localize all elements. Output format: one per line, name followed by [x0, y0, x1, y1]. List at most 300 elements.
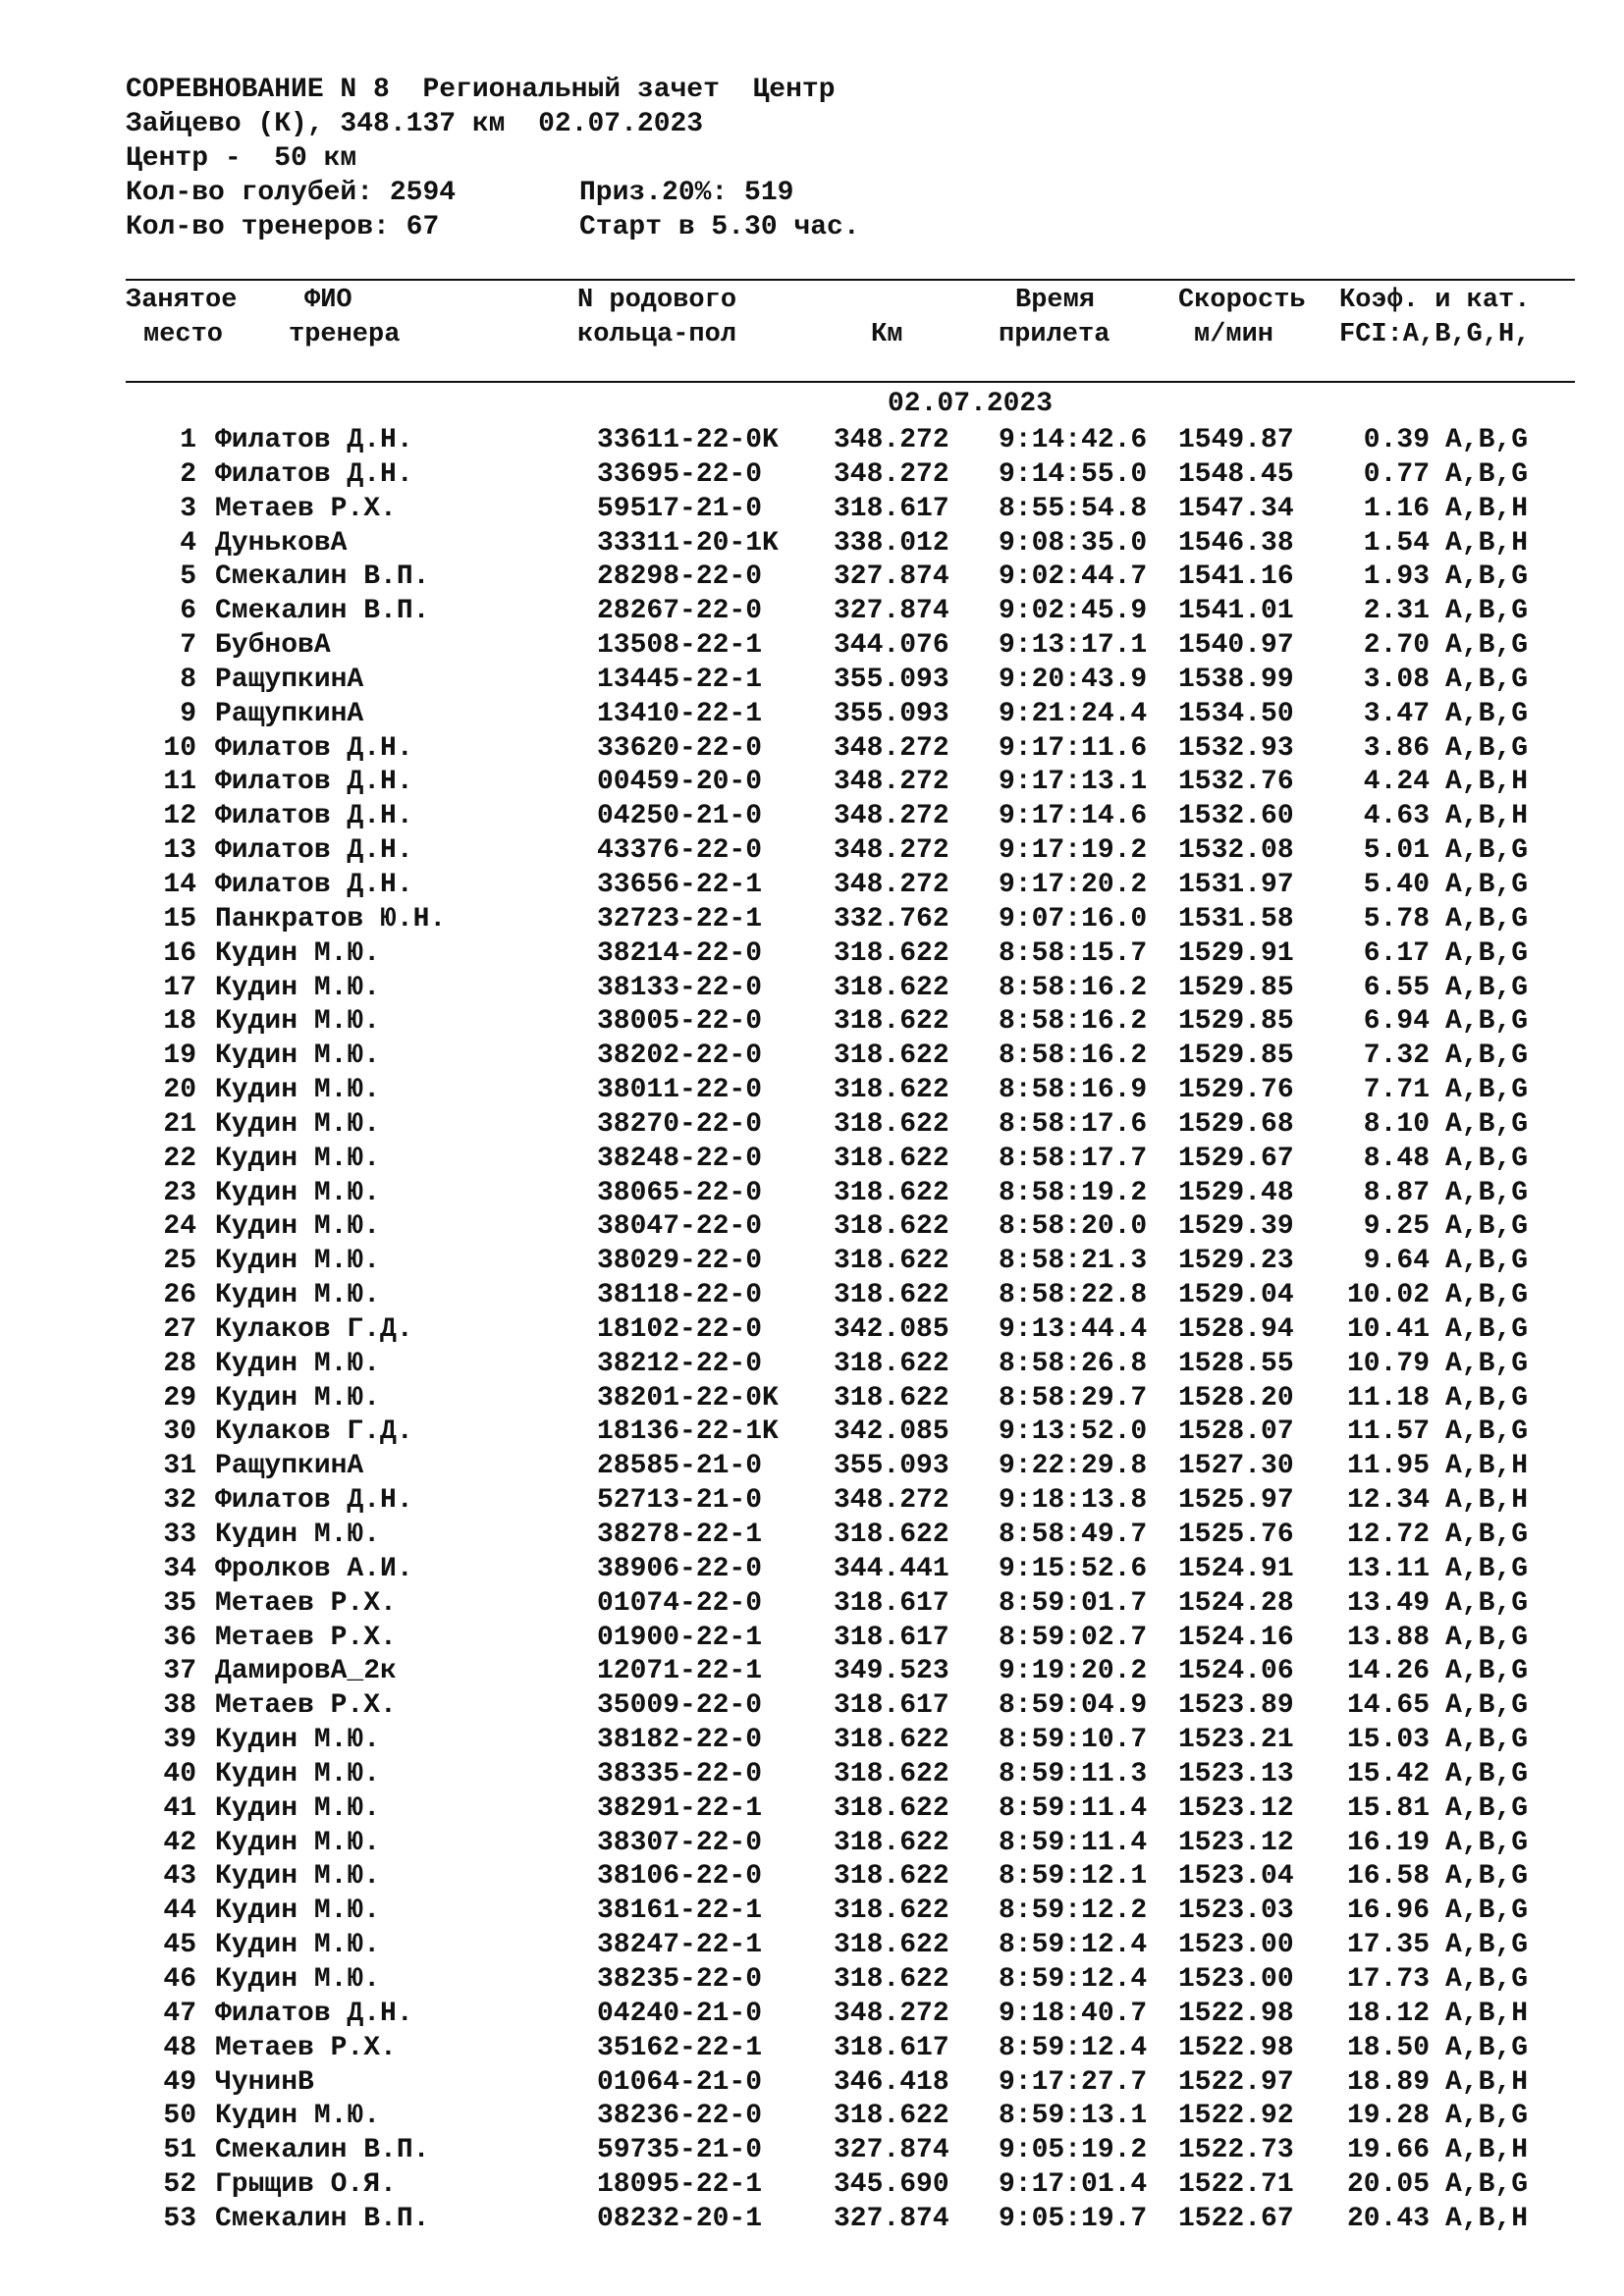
place-cell: 50	[163, 2101, 196, 2132]
speed-cell: 1523.89	[1178, 1690, 1294, 1722]
coefficient-cell: 14.26	[1346, 1656, 1430, 1687]
trainer-name-cell: Филатов Д.Н.	[215, 801, 413, 832]
trainer-name-cell: Кудин М.Ю.	[215, 1006, 381, 1038]
ring-number-cell: 33695-22-0	[597, 458, 763, 490]
category-cell: A,B,G	[1445, 1622, 1529, 1653]
speed-cell: 1538.99	[1178, 664, 1294, 695]
place-cell: 24	[163, 1211, 196, 1243]
distance-cell: 348.272	[834, 835, 949, 867]
results-sheet	[126, 73, 1579, 2234]
place-cell: 26	[163, 1280, 196, 1311]
coefficient-cell: 8.10	[1363, 1108, 1430, 1140]
arrival-time-cell: 9:02:45.9	[999, 596, 1148, 627]
col-time-header: Время	[1015, 286, 1096, 315]
coefficient-cell: 15.03	[1346, 1725, 1430, 1756]
speed-cell: 1525.97	[1178, 1485, 1294, 1517]
arrival-time-cell: 8:55:54.8	[999, 493, 1148, 524]
trainer-name-cell: Кудин М.Ю.	[215, 1792, 381, 1824]
distance-cell: 318.617	[834, 1587, 949, 1619]
table-row	[126, 1860, 1579, 1895]
speed-cell: 1532.08	[1178, 835, 1294, 867]
place-cell: 14	[163, 869, 196, 900]
category-cell: A,B,G	[1445, 630, 1529, 662]
trainer-name-cell: Кудин М.Ю.	[215, 2101, 381, 2132]
category-cell: A,B,H	[1445, 493, 1529, 524]
col-place-header: Занятое	[126, 286, 238, 315]
trainer-name-cell: Филатов Д.Н.	[215, 869, 413, 900]
distance-cell: 327.874	[834, 596, 949, 627]
table-row	[126, 1450, 1579, 1484]
distance-cell: 318.622	[834, 1382, 949, 1414]
category-cell: A,B,G	[1445, 2032, 1529, 2063]
arrival-time-cell: 9:17:14.6	[999, 801, 1148, 832]
coefficient-cell: 13.11	[1346, 1553, 1430, 1584]
table-row	[126, 937, 1579, 972]
distance-cell: 355.093	[834, 1451, 949, 1482]
speed-cell: 1529.85	[1178, 972, 1294, 1003]
ring-number-cell: 52713-21-0	[597, 1485, 763, 1517]
category-cell: A,B,G	[1445, 835, 1529, 867]
arrival-time-cell: 8:59:11.4	[999, 1792, 1148, 1824]
arrival-time-cell: 9:19:20.2	[999, 1656, 1148, 1687]
coefficient-cell: 20.43	[1346, 2203, 1430, 2234]
table-row	[126, 766, 1579, 800]
table-row	[126, 1998, 1579, 2032]
table-row	[126, 424, 1579, 458]
category-cell: A,B,G	[1445, 1758, 1529, 1789]
trainer-name-cell: Кудин М.Ю.	[215, 1041, 381, 1072]
coefficient-cell: 19.28	[1346, 2101, 1430, 2132]
distance-cell: 318.622	[834, 1827, 949, 1858]
table-row	[126, 1210, 1579, 1245]
ring-number-cell: 43376-22-0	[597, 835, 763, 867]
trainer-name-cell: Кудин М.Ю.	[215, 1143, 381, 1174]
arrival-time-cell: 9:17:27.7	[999, 2066, 1148, 2098]
category-cell: A,B,H	[1445, 1485, 1529, 1517]
distance-cell: 355.093	[834, 698, 949, 729]
trainer-name-cell: Кудин М.Ю.	[215, 1177, 381, 1208]
distance-cell: 344.441	[834, 1553, 949, 1584]
speed-cell: 1529.23	[1178, 1246, 1294, 1277]
category-cell: A,B,G	[1445, 596, 1529, 627]
table-row	[126, 1689, 1579, 1724]
ring-number-cell: 38047-22-0	[597, 1211, 763, 1243]
category-cell: A,B,G	[1445, 1963, 1529, 1995]
trainer-name-cell: Смекалин В.П.	[215, 2203, 430, 2234]
speed-cell: 1525.76	[1178, 1520, 1294, 1550]
place-cell: 22	[163, 1143, 196, 1174]
category-cell: A,B,G	[1445, 1041, 1529, 1072]
place-cell: 52	[163, 2169, 196, 2201]
speed-cell: 1524.91	[1178, 1553, 1294, 1584]
place-cell: 29	[163, 1382, 196, 1414]
place-cell: 51	[163, 2135, 196, 2166]
arrival-time-cell: 9:21:24.4	[999, 698, 1148, 729]
table-row	[126, 1519, 1579, 1553]
speed-cell: 1529.85	[1178, 1006, 1294, 1038]
place-cell: 49	[163, 2066, 196, 2098]
col-name-header: ФИО	[304, 286, 352, 315]
speed-cell: 1523.00	[1178, 1963, 1294, 1995]
place-cell: 3	[180, 493, 196, 524]
arrival-time-cell: 8:58:17.7	[999, 1143, 1148, 1174]
distance-cell: 318.622	[834, 937, 949, 969]
arrival-time-cell: 9:17:19.2	[999, 835, 1148, 867]
place-cell: 33	[163, 1520, 196, 1550]
trainer-name-cell: Метаев Р.Х.	[215, 1690, 397, 1722]
trainer-name-cell: ЧунинВ	[215, 2066, 314, 2098]
category-cell: A,B,G	[1445, 1827, 1529, 1858]
coefficient-cell: 5.01	[1363, 835, 1430, 867]
arrival-time-cell: 8:58:19.2	[999, 1177, 1148, 1208]
table-row	[126, 1382, 1579, 1416]
competition-title: СОРЕВНОВАНИЕ N 8 Региональный зачет Центр	[126, 75, 836, 105]
category-cell: A,B,G	[1445, 1725, 1529, 1756]
place-cell: 46	[163, 1963, 196, 1995]
arrival-time-cell: 8:58:22.8	[999, 1280, 1148, 1311]
category-cell: A,B,G	[1445, 1177, 1529, 1208]
speed-cell: 1529.48	[1178, 1177, 1294, 1208]
trainer-name-cell: Кудин М.Ю.	[215, 1108, 381, 1140]
category-cell: A,B,G	[1445, 1382, 1529, 1414]
speed-cell: 1524.28	[1178, 1587, 1294, 1619]
ring-number-cell: 35009-22-0	[597, 1690, 763, 1722]
category-cell: A,B,H	[1445, 527, 1529, 559]
table-row	[126, 2168, 1579, 2203]
distance-cell: 348.272	[834, 458, 949, 490]
trainer-name-cell: Кулаков Г.Д.	[215, 1313, 413, 1345]
distance-cell: 348.272	[834, 801, 949, 832]
trainers-count: Кол-во тренеров: 67	[126, 212, 440, 242]
arrival-time-cell: 8:58:29.7	[999, 1382, 1148, 1414]
coefficient-cell: 7.71	[1363, 1075, 1430, 1106]
trainer-name-cell: Смекалин В.П.	[215, 2135, 430, 2166]
coefficient-cell: 6.94	[1363, 1006, 1430, 1038]
place-cell: 38	[163, 1690, 196, 1722]
distance-cell: 327.874	[834, 2203, 949, 2234]
coefficient-cell: 2.31	[1363, 596, 1430, 627]
category-cell: A,B,G	[1445, 732, 1529, 764]
distance-cell: 318.622	[834, 1041, 949, 1072]
distance-cell: 318.617	[834, 1622, 949, 1653]
arrival-time-cell: 9:08:35.0	[999, 527, 1148, 559]
coefficient-cell: 18.50	[1346, 2032, 1430, 2063]
speed-cell: 1524.06	[1178, 1656, 1294, 1687]
ring-number-cell: 35162-22-1	[597, 2032, 763, 2063]
speed-cell: 1548.45	[1178, 458, 1294, 490]
category-cell: A,B,H	[1445, 1451, 1529, 1482]
coefficient-cell: 16.19	[1346, 1827, 1430, 1858]
place-cell: 37	[163, 1656, 196, 1687]
coefficient-cell: 15.81	[1346, 1792, 1430, 1824]
arrival-time-cell: 8:58:26.8	[999, 1348, 1148, 1379]
speed-cell: 1541.16	[1178, 561, 1294, 593]
distance-cell: 348.272	[834, 1998, 949, 2029]
place-cell: 4	[180, 527, 196, 559]
speed-cell: 1529.67	[1178, 1143, 1294, 1174]
trainer-name-cell: Кудин М.Ю.	[215, 1861, 381, 1893]
coefficient-cell: 17.35	[1346, 1930, 1430, 1961]
table-row	[126, 561, 1579, 595]
speed-cell: 1532.93	[1178, 732, 1294, 764]
ring-number-cell: 18136-22-1K	[597, 1416, 779, 1448]
coefficient-cell: 18.89	[1346, 2066, 1430, 2098]
col-coef-header: Коэф. и кат.	[1339, 286, 1531, 315]
ring-number-cell: 28298-22-0	[597, 561, 763, 593]
ring-number-cell: 38118-22-0	[597, 1280, 763, 1311]
table-row	[126, 1177, 1579, 1211]
distance-cell: 318.622	[834, 972, 949, 1003]
coefficient-cell: 3.47	[1363, 698, 1430, 729]
distance-cell: 348.272	[834, 425, 949, 455]
coefficient-cell: 13.49	[1346, 1587, 1430, 1619]
trainer-name-cell: РащупкинА	[215, 698, 364, 729]
coefficient-cell: 6.55	[1363, 972, 1430, 1003]
distance-cell: 345.690	[834, 2169, 949, 2201]
category-cell: A,B,G	[1445, 937, 1529, 969]
speed-cell: 1523.13	[1178, 1758, 1294, 1789]
ring-number-cell: 33656-22-1	[597, 869, 763, 900]
ring-number-cell: 38236-22-0	[597, 2101, 763, 2132]
place-cell: 41	[163, 1792, 196, 1824]
coefficient-cell: 11.57	[1346, 1416, 1430, 1448]
arrival-time-cell: 8:58:21.3	[999, 1246, 1148, 1277]
table-row	[126, 1553, 1579, 1587]
distance-cell: 344.076	[834, 630, 949, 662]
coefficient-cell: 8.48	[1363, 1143, 1430, 1174]
category-cell: A,B,H	[1445, 767, 1529, 798]
distance-cell: 318.622	[834, 1520, 949, 1550]
table-row	[126, 1415, 1579, 1450]
ring-number-cell: 59735-21-0	[597, 2135, 763, 2166]
trainer-name-cell: БубновА	[215, 630, 331, 662]
trainer-name-cell: Филатов Д.Н.	[215, 425, 413, 455]
distance-cell: 318.622	[834, 1861, 949, 1893]
category-cell: A,B,H	[1445, 801, 1529, 832]
arrival-time-cell: 9:13:44.4	[999, 1313, 1148, 1345]
category-cell: A,B,G	[1445, 1280, 1529, 1311]
coefficient-cell: 12.34	[1346, 1485, 1430, 1517]
ring-number-cell: 38906-22-0	[597, 1553, 763, 1584]
col-time-header-2: прилета	[999, 320, 1110, 349]
trainer-name-cell: Филатов Д.Н.	[215, 458, 413, 490]
table-row	[126, 800, 1579, 834]
speed-cell: 1529.39	[1178, 1211, 1294, 1243]
category-cell: A,B,G	[1445, 425, 1529, 455]
ring-number-cell: 12071-22-1	[597, 1656, 763, 1687]
distance-cell: 318.622	[834, 1143, 949, 1174]
speed-cell: 1523.21	[1178, 1725, 1294, 1756]
place-cell: 12	[163, 801, 196, 832]
speed-cell: 1522.98	[1178, 2032, 1294, 2063]
coefficient-cell: 6.17	[1363, 937, 1430, 969]
distance-cell: 342.085	[834, 1313, 949, 1345]
ring-number-cell: 38005-22-0	[597, 1006, 763, 1038]
table-row	[126, 972, 1579, 1006]
coefficient-cell: 1.16	[1363, 493, 1430, 524]
distance-cell: 349.523	[834, 1656, 949, 1687]
category-cell: A,B,G	[1445, 869, 1529, 900]
distance-cell: 318.617	[834, 1690, 949, 1722]
trainer-name-cell: Кудин М.Ю.	[215, 1382, 381, 1414]
table-row	[126, 1313, 1579, 1348]
distance-cell: 318.622	[834, 1963, 949, 1995]
place-cell: 19	[163, 1041, 196, 1072]
distance-cell: 318.622	[834, 1280, 949, 1311]
table-row	[126, 1622, 1579, 1656]
place-cell: 7	[180, 630, 196, 662]
arrival-time-cell: 8:59:13.1	[999, 2101, 1148, 2132]
coefficient-cell: 11.95	[1346, 1451, 1430, 1482]
speed-cell: 1522.67	[1178, 2203, 1294, 2234]
ring-number-cell: 38335-22-0	[597, 1758, 763, 1789]
arrival-time-cell: 8:59:11.3	[999, 1758, 1148, 1789]
speed-cell: 1529.85	[1178, 1041, 1294, 1072]
place-cell: 16	[163, 937, 196, 969]
trainer-name-cell: Кудин М.Ю.	[215, 1758, 381, 1789]
trainer-name-cell: Филатов Д.Н.	[215, 1998, 413, 2029]
table-row	[126, 2203, 1579, 2237]
place-cell: 20	[163, 1075, 196, 1106]
arrival-time-cell: 9:13:17.1	[999, 630, 1148, 662]
distance-cell: 355.093	[834, 664, 949, 695]
trainer-name-cell: Кудин М.Ю.	[215, 937, 381, 969]
col-ring-header: N родового	[577, 286, 737, 315]
trainer-name-cell: Фролков А.И.	[215, 1553, 413, 1584]
place-cell: 47	[163, 1998, 196, 2029]
coefficient-cell: 4.24	[1363, 767, 1430, 798]
place-cell: 6	[180, 596, 196, 627]
speed-cell: 1522.71	[1178, 2169, 1294, 2201]
trainer-name-cell: Кудин М.Ю.	[215, 1348, 381, 1379]
ring-number-cell: 38161-22-1	[597, 1896, 763, 1927]
speed-cell: 1523.12	[1178, 1792, 1294, 1824]
arrival-time-cell: 9:13:52.0	[999, 1416, 1148, 1448]
category-cell: A,B,G	[1445, 2101, 1529, 2132]
table-row	[126, 629, 1579, 664]
place-cell: 27	[163, 1313, 196, 1345]
col-speed-header: Скорость	[1178, 286, 1306, 315]
ring-number-cell: 38291-22-1	[597, 1792, 763, 1824]
place-cell: 44	[163, 1896, 196, 1927]
trainer-name-cell: Филатов Д.Н.	[215, 835, 413, 867]
arrival-time-cell: 8:59:10.7	[999, 1725, 1148, 1756]
place-cell: 45	[163, 1930, 196, 1961]
ring-number-cell: 04240-21-0	[597, 1998, 763, 2029]
category-cell: A,B,H	[1445, 2135, 1529, 2166]
place-cell: 18	[163, 1006, 196, 1038]
distance-cell: 318.622	[834, 1075, 949, 1106]
arrival-time-cell: 8:59:12.4	[999, 2032, 1148, 2063]
place-cell: 40	[163, 1758, 196, 1789]
speed-cell: 1524.16	[1178, 1622, 1294, 1653]
trainer-name-cell: Кудин М.Ю.	[215, 1896, 381, 1927]
col-ring-header-2: кольца-пол	[577, 320, 737, 349]
distance-cell: 318.622	[834, 1211, 949, 1243]
table-row	[126, 2100, 1579, 2134]
ring-number-cell: 13508-22-1	[597, 630, 763, 662]
distance-cell: 348.272	[834, 1485, 949, 1517]
trainer-name-cell: Смекалин В.П.	[215, 596, 430, 627]
speed-cell: 1529.68	[1178, 1108, 1294, 1140]
ring-number-cell: 38214-22-0	[597, 937, 763, 969]
place-cell: 8	[180, 664, 196, 695]
arrival-time-cell: 8:59:02.7	[999, 1622, 1148, 1653]
trainer-name-cell: Кудин М.Ю.	[215, 972, 381, 1003]
arrival-time-cell: 9:05:19.7	[999, 2203, 1148, 2234]
trainer-name-cell: Метаев Р.Х.	[215, 2032, 397, 2063]
trainer-name-cell: Филатов Д.Н.	[215, 732, 413, 764]
trainer-name-cell: Филатов Д.Н.	[215, 1485, 413, 1517]
pigeons-count: Кол-во голубей: 2594	[126, 178, 457, 208]
place-cell: 2	[180, 458, 196, 490]
speed-cell: 1532.60	[1178, 801, 1294, 832]
trainer-name-cell: Кулаков Г.Д.	[215, 1416, 413, 1448]
distance-cell: 318.622	[834, 1246, 949, 1277]
results-table	[126, 424, 1579, 2237]
table-row	[126, 1143, 1579, 1177]
coefficient-cell: 15.42	[1346, 1758, 1430, 1789]
ring-number-cell: 38029-22-0	[597, 1246, 763, 1277]
category-cell: A,B,G	[1445, 1792, 1529, 1824]
distance-cell: 318.622	[834, 1348, 949, 1379]
speed-cell: 1529.91	[1178, 937, 1294, 969]
category-cell: A,B,G	[1445, 1930, 1529, 1961]
table-row	[126, 1005, 1579, 1040]
category-cell: A,B,G	[1445, 1553, 1529, 1584]
arrival-time-cell: 9:18:40.7	[999, 1998, 1148, 2029]
category-cell: A,B,G	[1445, 1075, 1529, 1106]
speed-cell: 1541.01	[1178, 596, 1294, 627]
speed-cell: 1531.97	[1178, 869, 1294, 900]
speed-cell: 1546.38	[1178, 527, 1294, 559]
arrival-time-cell: 9:05:19.2	[999, 2135, 1148, 2166]
ring-number-cell: 08232-20-1	[597, 2203, 763, 2234]
place-cell: 28	[163, 1348, 196, 1379]
coefficient-cell: 16.58	[1346, 1861, 1430, 1893]
arrival-time-cell: 9:14:42.6	[999, 425, 1148, 455]
arrival-time-cell: 9:02:44.7	[999, 561, 1148, 593]
table-row	[126, 1895, 1579, 1929]
ring-number-cell: 38202-22-0	[597, 1041, 763, 1072]
speed-cell: 1527.30	[1178, 1451, 1294, 1482]
arrival-time-cell: 9:17:01.4	[999, 2169, 1148, 2201]
arrival-time-cell: 9:20:43.9	[999, 664, 1148, 695]
coefficient-cell: 7.32	[1363, 1041, 1430, 1072]
ring-number-cell: 38270-22-0	[597, 1108, 763, 1140]
category-cell: A,B,G	[1445, 1690, 1529, 1722]
speed-cell: 1528.55	[1178, 1348, 1294, 1379]
arrival-time-cell: 9:17:11.6	[999, 732, 1148, 764]
speed-cell: 1522.97	[1178, 2066, 1294, 2098]
coefficient-cell: 9.64	[1363, 1246, 1430, 1277]
place-cell: 5	[180, 561, 196, 593]
table-row	[126, 1040, 1579, 1074]
table-row	[126, 1929, 1579, 1963]
place-cell: 13	[163, 835, 196, 867]
trainer-name-cell: Панкратов Ю.Н.	[215, 903, 447, 934]
category-cell: A,B,H	[1445, 2066, 1529, 2098]
coefficient-cell: 0.39	[1363, 425, 1430, 455]
distance-cell: 318.622	[834, 1108, 949, 1140]
ring-number-cell: 28585-21-0	[597, 1451, 763, 1482]
coefficient-cell: 3.86	[1363, 732, 1430, 764]
coefficient-cell: 5.40	[1363, 869, 1430, 900]
col-coef-header-2: FCI:A,B,G,H,	[1339, 320, 1531, 349]
distance-cell: 348.272	[834, 869, 949, 900]
arrival-time-cell: 9:22:29.8	[999, 1451, 1148, 1482]
speed-cell: 1540.97	[1178, 630, 1294, 662]
